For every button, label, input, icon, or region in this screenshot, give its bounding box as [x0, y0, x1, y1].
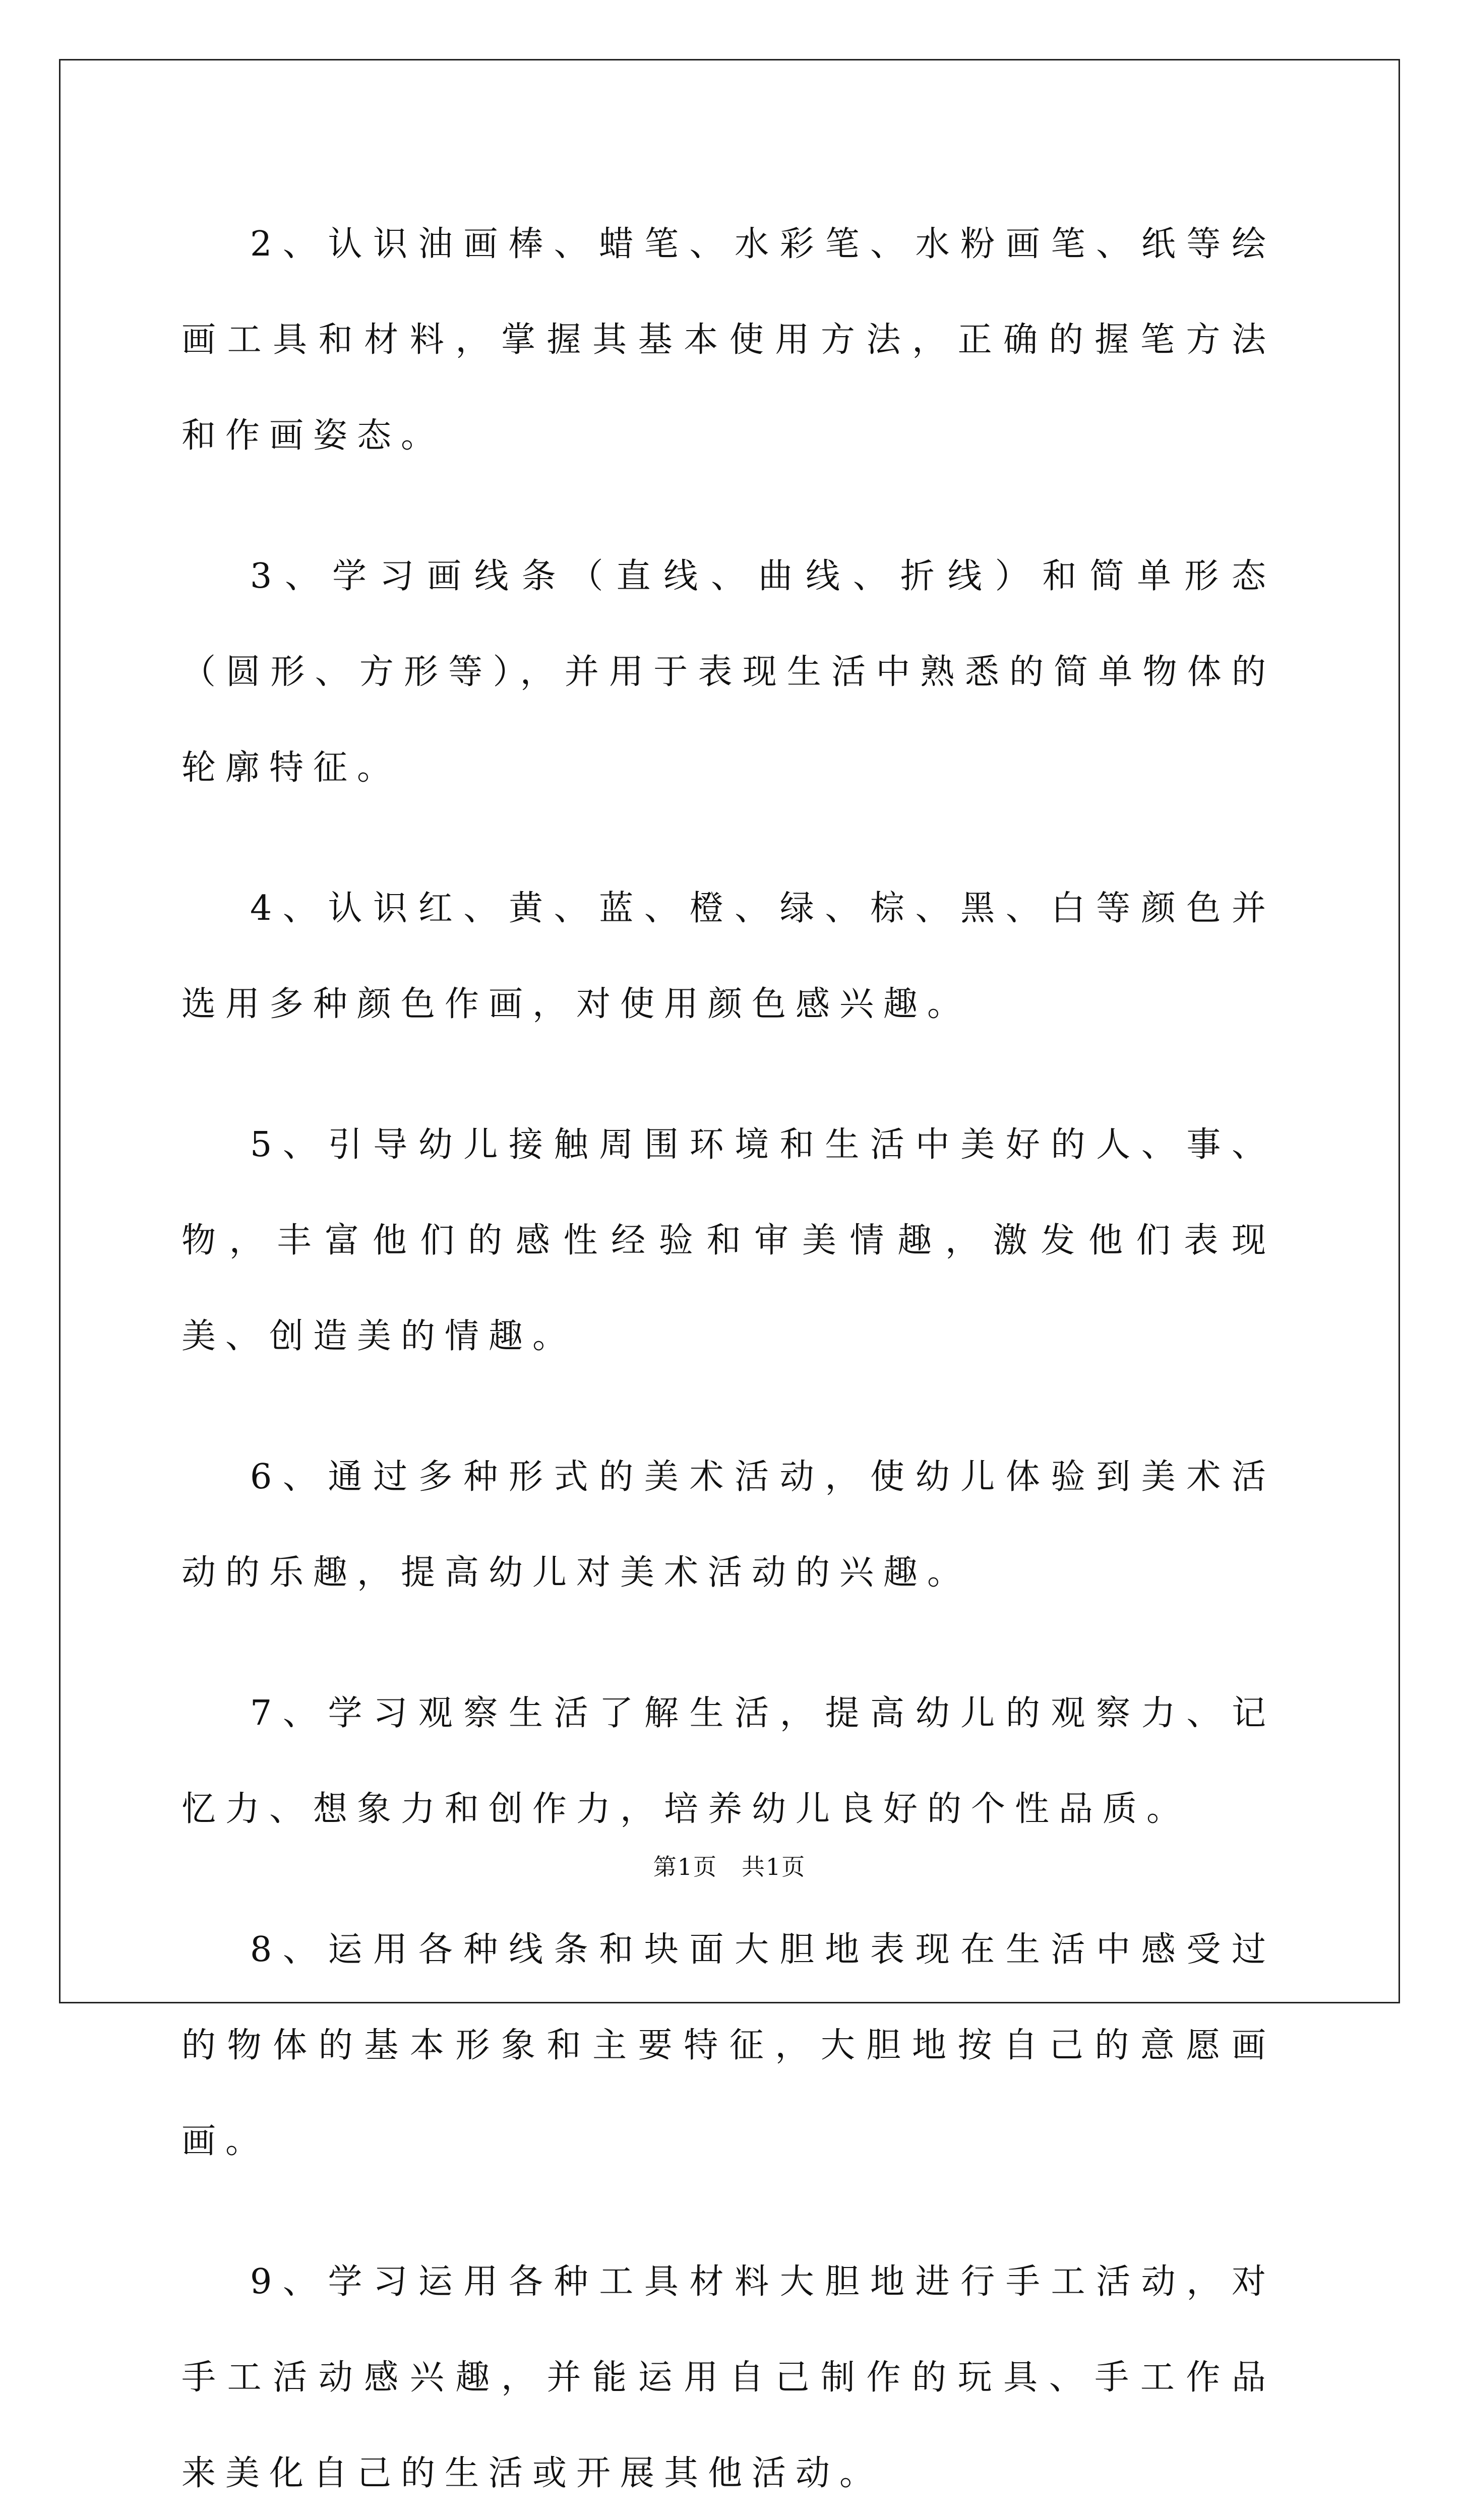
- paragraph-item-4: 4、认识红、黄、蓝、橙、绿、棕、黑、白等颜色并选用多种颜色作画，对使用颜色感兴趣。: [181, 889, 1275, 1024]
- paragraph-item-8: 8、运用各种线条和块面大胆地表现在生活中感受过的物体的基本形象和主要特征，大胆地按自己的意愿画画。: [181, 1930, 1275, 2161]
- page-footer: 第1页 共1页: [653, 1853, 806, 1880]
- paragraph-item-5: 5、引导幼儿接触周围环境和生活中美好的人、事、物，丰富他们的感性经验和审美情趣，激发他们表现美、创造美的情趣。: [181, 1125, 1275, 1356]
- paragraph-item-2: 2、认识油画棒、蜡笔、水彩笔、水粉画笔、纸等绘画工具和材料，掌握其基本使用方法，正确的握笔方法和作画姿态。: [181, 224, 1275, 456]
- paragraph-item-3: 3、学习画线条（直线、曲线、折线）和简单形态（圆形、方形等），并用于表现生活中熟悉的简单物体的轮廓特征。: [181, 556, 1275, 788]
- paragraph-item-7: 7、学习观察生活了解生活，提高幼儿的观察力、记忆力、想象力和创作力，培养幼儿良好的个性品质。: [181, 1693, 1275, 1829]
- paragraph-item-6: 6、通过多种形式的美术活动，使幼儿体验到美术活动的乐趣，提高幼儿对美术活动的兴趣。: [181, 1457, 1275, 1593]
- paragraph-item-9: 9、学习运用各种工具材料大胆地进行手工活动，对手工活动感兴趣，并能运用自己制作的玩具、手工作品来美化自己的生活或开展其他活动。: [181, 2262, 1275, 2493]
- document-body: [181, 197, 1275, 2520]
